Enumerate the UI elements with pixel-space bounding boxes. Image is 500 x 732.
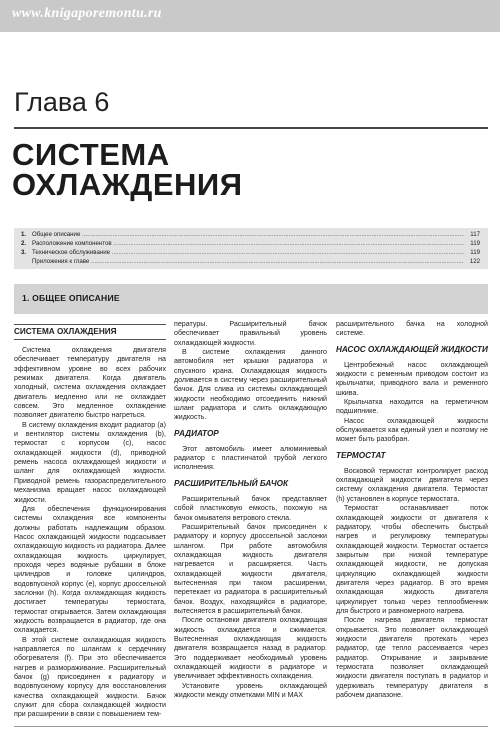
paragraph: После нагрева двигателя термостат открывается. Это позволяет охлаждающей жидкости двигателя протекать через радиатор, где тепло рассеивается через радиатор. Открывание и закрывание термостата позволяет охлаждающей жидкости двигателя поступать в радиатор и удерживать температуру двигателя в рабочем диапазоне. — [336, 616, 488, 700]
section-title: 1. ОБЩЕЕ ОПИСАНИЕ — [22, 293, 120, 303]
watermark-text: www.knigaporemontu.ru — [12, 6, 162, 21]
toc-entry-number: 3. — [21, 249, 27, 256]
chapter-title — [12, 137, 243, 202]
heading-thermostat: ТЕРМОСТАТ — [336, 450, 386, 460]
paragraph: Установите уровень охлаждающей жидкости между отметками MIN и MAX — [174, 681, 327, 700]
chapter-label: Глава 6 — [14, 87, 110, 117]
text-column-1 — [14, 324, 166, 720]
paragraph: Термостат останавливает поток охлаждающей жидкости от двигателя к радиатору, чтобы обеспечить быстрый нагрев и регулировку температуры охлаждающей жидкости. Термостат остается закрытым при низкой температуре охлаждающей жидкости, не допуская циркуляцию охлаждающей жидкости двигателя через радиатор. В это время охлаждающая жидкость двигателя циркулирует только через теплообменник для быстрого и равномерного нагрева. — [336, 504, 488, 615]
toc-entry-page: 117 — [464, 231, 480, 239]
toc-entry-number: 2. — [21, 240, 27, 247]
heading-radiator: РАДИАТОР — [174, 428, 219, 438]
paragraph: Крыльчатка находится на герметичном подшипнике. — [336, 398, 488, 416]
table-of-contents — [14, 228, 488, 269]
section-header-bar — [14, 284, 488, 314]
toc-entry-label: Общее описание ..... — [32, 231, 466, 239]
toc-entry-number: 1. — [21, 231, 27, 238]
toc-entry-label: Приложения к главе ..... — [32, 258, 466, 266]
toc-entry-page: 119 — [464, 240, 480, 248]
paragraph: Этот автомобиль имеет алюминиевый радиатор с пластинчатой трубой легкого исполнения. — [174, 444, 327, 472]
paragraph: Восковой термостат контролирует расход охлаждающей жидкости двигателя через систему охлаждения двигателя. Термостат (h) установлен в корпусе термостата. — [336, 466, 488, 503]
paragraph: Для обеспечения функционирования системы охлаждения все компоненты должны работать надлежащим образом. Насос охлаждающей жидкости подсасывает охлаждающую жидкость из радиатора. Далее охлаждающая жидкость циркулирует, проходя через водяные рубашки в блоке цилиндров и головке цилиндров, водовпускной корпус (е), корпус дроссельной заслонки (h). Когда охлаждающая жидкость достигает температуры термостата, термостат открывается. Затем охлаждающая жидкость возвращается в радиатор, где она охлаждается. — [14, 504, 166, 635]
toc-entry-label: Техническое обслуживание ..... — [32, 249, 466, 257]
toc-entry[interactable] — [14, 231, 488, 239]
watermark-bar — [0, 0, 500, 32]
chapter-title-line-1: СИСТЕМА — [12, 137, 170, 172]
heading-expansion-tank: РАСШИРИТЕЛЬНЫЙ БАЧОК — [174, 478, 289, 488]
toc-entry[interactable] — [14, 258, 488, 266]
chapter-divider — [14, 127, 488, 129]
paragraph: Центробежный насос охлаждающей жидкости с ременным приводом состоит из крыльчатки, приводного вала и ременного шкива. — [336, 360, 488, 397]
text-column-2 — [174, 320, 327, 700]
toc-entry[interactable] — [14, 249, 488, 257]
paragraph: В систему охлаждения входит радиатор (а) и вентилятор системы охлаждения (b), термостат с корпусом (с), насос охлаждающей жидкости (d), приводной ремень насоса охлаждающей жидкости и шланг для охлаждающей жидкости. Приводной ремень газораспределительного механизма вращает насос охлаждающей жидкости. — [14, 420, 166, 504]
paragraph: В системе охлаждения данного автомобиля нет крышки радиатора и спускного крана. Охлаждающая жидкость доливается в систему через расширительный бачок. Для слива из системы охлаждающей жидкости необходимо отсоединить нижний шланг радиатора и слить охлаждающую жидкость. — [174, 348, 327, 422]
toc-entry-page: 122 — [464, 258, 480, 266]
paragraph: Расширительный бачок присоединен к радиатору и корпусу дроссельной заслонки шлангом. При работе автомобиля охлаждающая жидкость двигателя нагревается и расширяется. Часть охлаждающей жидкости двигателя, вытесненная при таком расширении, перетекает из радиатора в расширительный бачок. Воздух, находящийся в радиаторе, вытесняется в расширительный бачок. — [174, 522, 327, 615]
toc-entry-page: 119 — [464, 249, 480, 257]
paragraph: Система охлаждения двигателя обеспечивает температуру двигателя на эффективном уровне во всех рабочих режимах двигателя. Когда двигатель холодный, система охлаждения охлаждает двигатель медленно или не охлаждает совсем. Это медленное охлаждение позволяет двигателю быстро нагреться. — [14, 346, 166, 420]
paragraph: пературы. Расширительный бачок обеспечивает правильный уровень охлаждающей жидкости. — [174, 320, 327, 347]
paragraph: Насос охлаждающей жидкости обслуживается как единый узел и поэтому не может быть разобран. — [336, 416, 488, 444]
paragraph: Расширительный бачок представляет собой пластиковую емкость, похожую на бачок омывателя ветрового стекла. — [174, 494, 327, 522]
paragraph: После остановки двигателя охлаждающая жидкость охлаждается и сжимается. Вытесненная охлаждающая жидкость двигателя возвращается назад в радиатор. Это поддерживает необходимый уровень охлаждающей жидкости в радиаторе и увеличивает эффективность охлаждения. — [174, 616, 327, 681]
toc-entry[interactable] — [14, 240, 488, 248]
paragraph: В этой системе охлаждающая жидкость направляется по шлангам к сердечнику обогревателя (f). При это обеспечивается нагрев и размораживание. Расширительный бачок (g) присоединен к радиатору и водовпускному корпусу для восстановления качества охлаждающей жидкости. Бачок служит для сбора охлаждающей жидкости при расширении в связи с повышением тем- — [14, 635, 166, 719]
page-bottom-divider — [14, 726, 488, 727]
toc-entry-label: Расположение компонентов ..... — [32, 240, 466, 248]
text-column-3 — [336, 320, 488, 700]
heading-cooling-system: СИСТЕМА ОХЛАЖДЕНИЯ — [14, 324, 166, 340]
chapter-title-line-2: ОХЛАЖДЕНИЯ — [12, 167, 243, 202]
paragraph: расширительного бачка на холодной системе. — [336, 320, 488, 338]
heading-coolant-pump: НАСОС ОХЛАЖДАЮЩЕЙ ЖИДКОСТИ — [336, 344, 488, 354]
